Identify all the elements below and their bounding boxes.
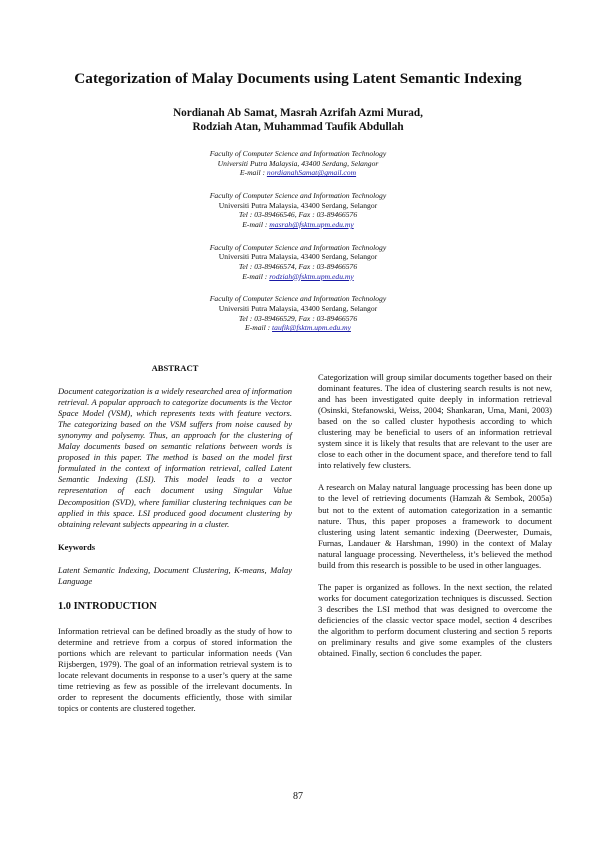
email-label: E-mail : — [239, 168, 267, 178]
affiliation-1 — [0, 149, 596, 178]
email-label: E-mail : — [242, 271, 270, 281]
affiliation-4 — [0, 294, 596, 333]
intro-paragraph-2: Categorization will group similar documents together based on their dominant features. The idea of clustering search results is not new, and has been investigated quite deeply in information retrieval (Osinski, Stefanowski, Weiss, 2004; Shankaran, Uma, Mani, 2003) based on the so called cluster hypothesis according to which clustering may be beneficial to users of an information retrieval system since it is likely that results that are relevant to the user are close to each other in the document space, and therefore tend to fall into relatively few clusters. — [318, 372, 552, 471]
affiliations — [0, 149, 596, 346]
affiliation-univ: Universiti Putra Malaysia, 43400 Serdang, Selangor — [218, 200, 378, 210]
affiliation-tel: Tel : 03-89466529, Fax : 03-89466576 — [238, 313, 358, 323]
intro-paragraph-4: The paper is organized as follows. In the next section, the related works for document categorization techniques is discussed. Section 3 describes the LSI method that was designed to overcome the deficiencies of the classic vector space model, section 4 describes the algorithm to perform document clustering and section 5 reports on preliminary results and give some examples of the clusters obtained. Finally, section 6 concludes the paper. — [318, 581, 552, 659]
section-heading-introduction: 1.0 INTRODUCTION — [58, 600, 157, 612]
email-link[interactable]: taufik@fsktm.upm.edu.my — [272, 323, 351, 333]
author-line-2: Rodziah Atan, Muhammad Taufik Abdullah — [192, 121, 404, 133]
affiliation-2 — [0, 191, 596, 230]
keywords-heading: Keywords — [58, 541, 96, 552]
affiliation-univ: Universiti Putra Malaysia, 43400 Serdang, Selangor — [218, 252, 378, 262]
right-column — [318, 372, 552, 670]
affiliation-email-line — [0, 323, 596, 333]
affiliation-univ: Universiti Putra Malaysia, 43400 Serdang, Selangor — [217, 158, 379, 168]
email-label: E-mail : — [242, 220, 270, 230]
affiliation-email-line — [0, 272, 596, 282]
abstract-text: Document categorization is a widely researched area of information retrieval. A popular approach to categorize documents is the Vector Space Model (VSM), which represents texts with feature vectors. The categorizing based on the VSM suffers from noise caused by synonymy and polysemy. Thus, an approach for the clustering of Malay documents based on semantic relations between words is proposed in this paper. The method is based on the model first formulated in the context of information retrieval, called Latent Semantic Indexing (LSI). This model leads to a vector representation of each document using Singular Value Decomposition (SVD), where familiar clustering techniques can be applied in this space. LSI produced good document clustering by obtaining relevant subjects appearing in a cluster. — [58, 386, 292, 529]
affiliation-dept: Faculty of Computer Science and Information Technology — [209, 149, 387, 158]
affiliation-email-line — [0, 220, 596, 230]
email-link[interactable]: rodziah@fsktm.upm.edu.my — [269, 271, 354, 281]
affiliation-tel: Tel : 03-89466546, Fax : 03-89466576 — [238, 210, 358, 220]
email-link[interactable]: nordianahSamat@gmail.com — [266, 168, 357, 178]
author-list — [0, 106, 596, 134]
affiliation-dept: Faculty of Computer Science and Information Technology — [209, 242, 387, 252]
intro-paragraph-1: Information retrieval can be defined broadly as the study of how to determine and retrieve from a corpus of stored information the portions which are relevant to particular information needs (Van Rijsbergen, 1979). The goal of an information retrieval system is to locate relevant documents in response to a user’s query at the same time retrieving as few as possible of the irrelevant documents. In order to represent the documents efficiently, those with similar topics or contents are clustered together. — [58, 625, 292, 714]
affiliation-3 — [0, 243, 596, 282]
affiliation-univ: Universiti Putra Malaysia, 43400 Serdang, Selangor — [218, 303, 378, 313]
affiliation-dept: Faculty of Computer Science and Information Technology — [209, 190, 387, 200]
abstract-heading: ABSTRACT — [151, 363, 199, 373]
email-label: E-mail : — [245, 323, 273, 333]
affiliation-dept: Faculty of Computer Science and Information Technology — [209, 294, 387, 304]
affiliation-email-line — [0, 168, 596, 178]
paper-title: Categorization of Malay Documents using Latent Semantic Indexing — [74, 70, 522, 87]
left-column — [58, 363, 292, 724]
email-link[interactable]: masrah@fsktm.upm.edu.my — [269, 220, 354, 230]
intro-paragraph-3: A research on Malay natural language processing has been done up to the level of retrieving documents (Hamzah & Sembok, 2005a) but not to the extent of automation categorization in a semantic nature. Thus, this paper proposes a framework to document clustering using latent semantic indexing (Deerwester, Dumais, Furnas, Landauer & Harshman, 1990) in the context of Malay natural language processing. Nevertheless, it’s believed the method build from this research is possible to be used in other languages. — [318, 482, 552, 570]
author-line-1: Nordianah Ab Samat, Masrah Azrifah Azmi Murad, — [173, 107, 423, 119]
page-number: 87 — [293, 791, 303, 802]
affiliation-tel: Tel : 03-89466574, Fax : 03-89466576 — [238, 261, 358, 271]
keywords-text: Latent Semantic Indexing, Document Clustering, K-means, Malay Language — [58, 564, 292, 586]
